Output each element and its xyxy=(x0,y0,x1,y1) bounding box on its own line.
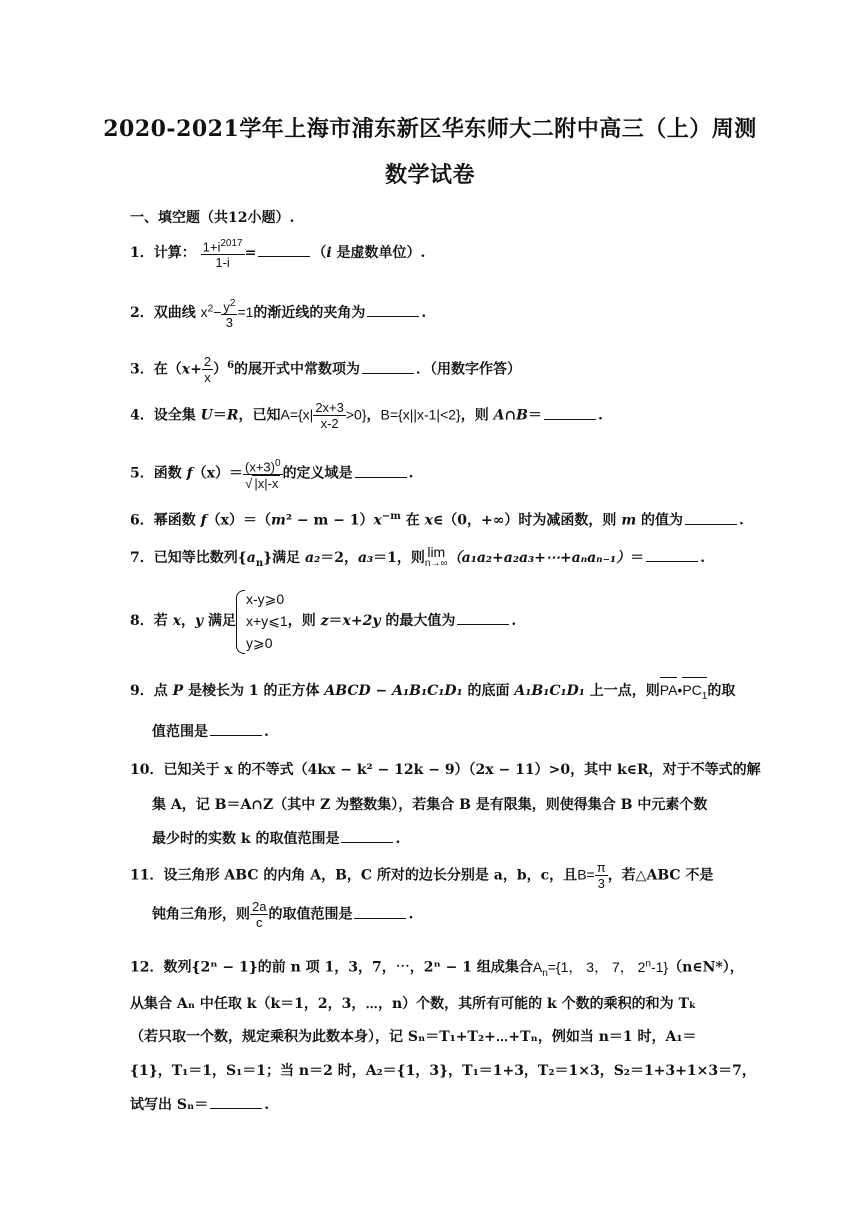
limit-symbol: lim n→∞ xyxy=(424,544,448,569)
answer-blank-6[interactable] xyxy=(685,510,737,525)
question-9: 9．点 P 是棱长为 1 的正方体 ABCD − A₁B₁C₁D₁ 的底面 A₁B₁C₁D₁ 上一点，则$PA•PC_1$的取 xyxy=(130,680,735,707)
answer-blank-12[interactable] xyxy=(210,1094,262,1109)
question-12-line2: 从集合 Aₙ 中任取 k（k＝1，2，3，⋯，n）个数，其所有可能的 k 个数的乘积的和为 Tₖ xyxy=(130,996,697,1012)
question-12-line3: （若只取一个数，规定乘积为此数本身），记 Sₙ＝T₁+T₂+⋯+Tₙ，例如当 n＝1 时，A₁＝ xyxy=(130,1029,697,1045)
question-11-line2: 钝角三角形，则 $\frac{2a}{c}$ 的取值范围是 . xyxy=(152,899,414,930)
question-10-line2: 集 A，记 B＝A∩Z（其中 Z 为整数集），若集合 B 是有限集，则使得集合 B 中元素个数 xyxy=(152,797,708,813)
question-3: 3．在（x+ $\frac{2}{x}$ ）$^6$的展开式中常数项为 ．（用数字作答） xyxy=(130,354,522,385)
answer-blank-1[interactable] xyxy=(258,242,310,257)
answer-blank-2[interactable] xyxy=(367,302,419,317)
answer-blank-9[interactable] xyxy=(210,721,262,736)
question-9-line2: 值范围是 . xyxy=(152,721,269,741)
answer-blank-5[interactable] xyxy=(355,463,407,478)
question-6: 6．幂函数 $f(x)=(m^2 - m - 1)x^{-m}$ 在 x∈（0，+∞）时为减函数，则 m 的值为 . xyxy=(130,511,744,529)
question-11: 11．设三角形 ABC 的内角 A，B，C 所对的边长分别是 a，b，c，且B= $\frac{\pi}{3}$ ，若△ABC 不是 xyxy=(130,860,714,891)
title-line2: 数学试卷 xyxy=(384,162,475,188)
title-line1: 2020-2021学年上海市浦东新区华东师大二附中高三（上）周测 xyxy=(103,116,757,142)
answer-blank-11[interactable] xyxy=(354,904,406,919)
answer-blank-8[interactable] xyxy=(457,610,509,625)
answer-blank-10[interactable] xyxy=(341,828,393,843)
q1-fraction: $\frac{1+i^{2017}}{1-i}$ xyxy=(202,238,243,271)
answer-blank-7[interactable] xyxy=(646,547,698,562)
answer-blank-3[interactable] xyxy=(362,359,414,374)
question-2: 2．双曲线 $x^2-$ $\frac{y^2}{3}$ =1的渐近线的夹角为 . xyxy=(130,298,427,331)
question-7: 7．已知等比数列$\{a_n\}$满足 a₂＝2，a₃＝1，则 lim n→∞ （a₁a₂+a₂a₃+⋯+aₙaₙ₋₁）＝ . xyxy=(130,544,705,569)
question-10-line3: 最少时的实数 k 的取值范围是 . xyxy=(152,828,400,848)
inequality-system: x-y⩾0 x+y⩽1 y⩾0 xyxy=(236,588,288,654)
question-8: 8．若 x，y 满足 x-y⩾0 x+y⩽1 y⩾0 ，则 z＝x+2y 的最大值为 . xyxy=(130,588,516,654)
question-1: 1．计算： $\frac{1+i^{2017}}{1-i}$ = （i 是虚数单位）. xyxy=(130,238,426,271)
question-4: 4．设全集 U＝R，已知A={x| $\frac{2x+3}{x-2}$ >0}，B={x||x-1|<2}，则 A∩B＝ . xyxy=(130,400,603,431)
question-5: 5．函数 f（x）＝ $\frac{(x+3)^0}{√ |x|-x}$ 的定义域是 . xyxy=(130,458,414,492)
question-12: 12．数列{2ⁿ − 1}的前 n 项 1，3，7，⋯，2ⁿ − 1 组成集合$A_n=\{1$， 3， 7， 2$^n$-1}（n∈N*）， xyxy=(130,958,744,979)
question-12-line4: {1}，T₁＝1，S₁＝1；当 n＝2 时，A₂＝{1，3}，T₁＝1+3，T₂＝1×3，S₂＝1+3+1×3＝7， xyxy=(130,1063,756,1079)
section-header: 一、填空题（共12小题）. xyxy=(130,210,295,226)
answer-blank-4[interactable] xyxy=(544,405,596,420)
question-12-line5: 试写出 Sₙ＝ . xyxy=(130,1094,269,1114)
question-10: 10．已知关于 x 的不等式（4kx − k² − 12k − 9）（2x − 11）>0，其中 k∈R，对于不等式的解 xyxy=(130,762,761,778)
